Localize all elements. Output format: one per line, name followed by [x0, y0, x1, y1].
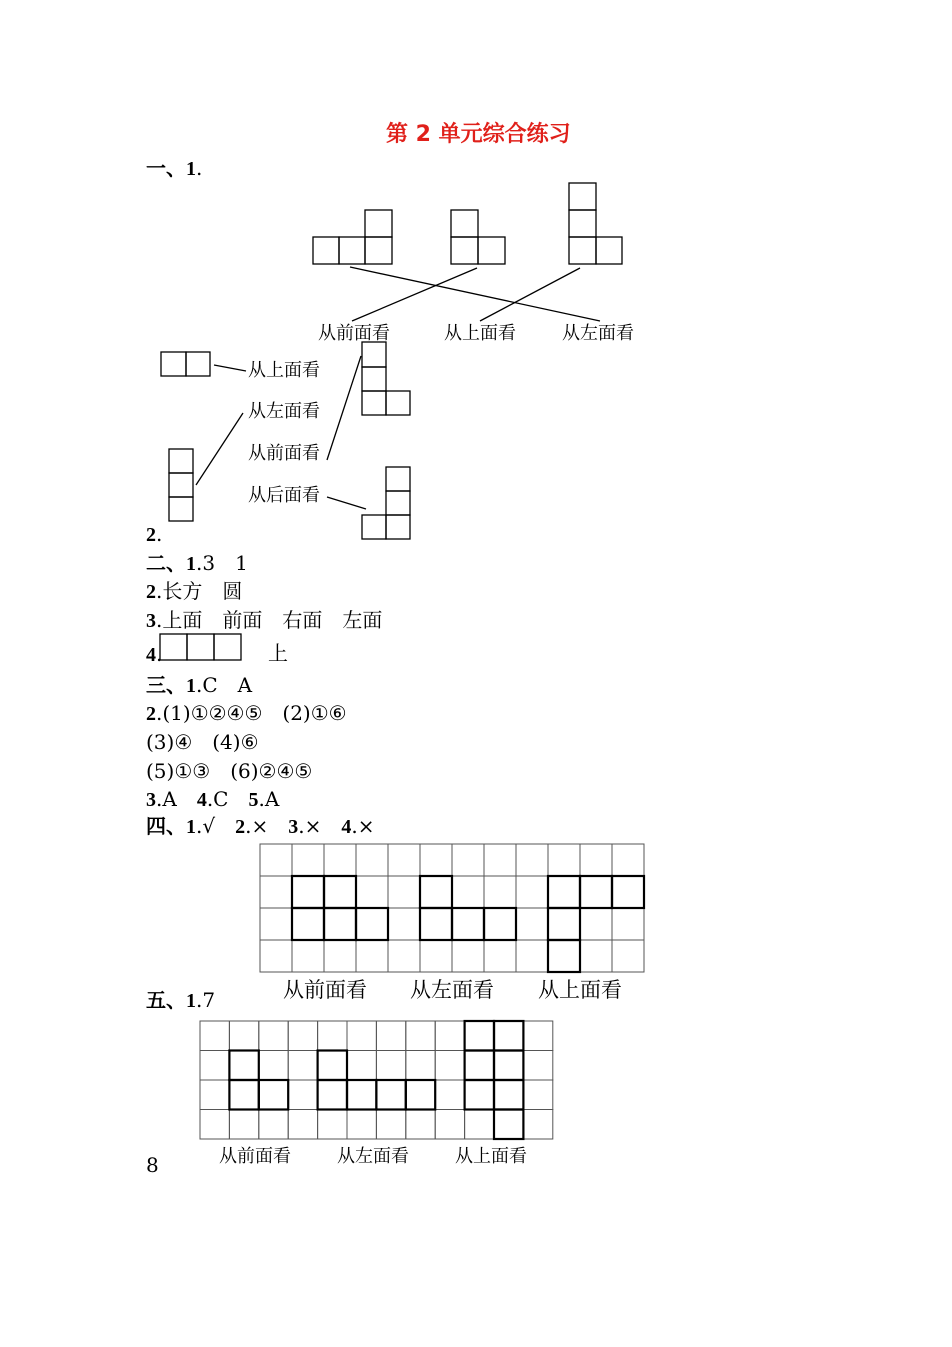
shape-vertical-column	[169, 449, 193, 521]
grid-cell	[292, 908, 324, 940]
grid-cell	[494, 1080, 523, 1110]
s2-l1-text: .3 1	[196, 551, 248, 575]
grid-cell	[288, 1021, 317, 1051]
grid4-label: 从前面看	[283, 978, 367, 1002]
grid-cell	[452, 908, 484, 940]
s3-l5b-num: 4	[196, 789, 207, 811]
grid-cell	[523, 1021, 552, 1051]
s4-d-num: 4	[341, 816, 352, 838]
grid-cell	[292, 876, 324, 908]
grid-cell	[465, 1110, 494, 1140]
grid-cell-highlighted	[494, 1080, 523, 1110]
s2-l2-text: .长方 圆	[156, 579, 243, 603]
grid-cell	[452, 844, 484, 876]
grid-cell-highlighted	[612, 876, 644, 908]
grid-cell	[548, 844, 580, 876]
grid-cell	[420, 876, 452, 908]
label-view: 从上面看	[444, 323, 516, 344]
grid-cell	[516, 940, 548, 972]
grid-cell	[288, 1051, 317, 1081]
s5-num: 五、1	[146, 990, 196, 1012]
grid-cell	[548, 940, 580, 972]
grid-cell	[318, 1021, 347, 1051]
shape-L-reversed	[362, 467, 410, 539]
shape-front-view	[313, 210, 392, 264]
grid-cell	[435, 1021, 464, 1051]
label-view: 从左面看	[562, 323, 634, 344]
grid5-label: 从左面看	[337, 1146, 409, 1167]
grid-cell	[347, 1021, 376, 1051]
grid-cell-highlighted	[548, 908, 580, 940]
shape-top-view	[451, 210, 505, 264]
grid-cell-highlighted	[465, 1080, 494, 1110]
grid-cell	[229, 1051, 258, 1081]
s2-l2-num: 2	[146, 581, 156, 603]
grid-cell	[356, 940, 388, 972]
s2-line2	[146, 581, 242, 602]
grid-cell	[318, 1110, 347, 1140]
grid-cell	[612, 844, 644, 876]
grid-cell	[388, 844, 420, 876]
grid-cell-highlighted	[484, 908, 516, 940]
grid-cell	[388, 908, 420, 940]
grid-cell-highlighted	[324, 908, 356, 940]
grid-cell	[200, 1051, 229, 1081]
q2-tail: .	[156, 522, 163, 546]
match-line	[196, 413, 243, 485]
grid-cell	[318, 1051, 347, 1081]
match-line	[214, 365, 246, 371]
s3-l5a-num: 3	[146, 789, 156, 811]
grid-cell	[435, 1051, 464, 1081]
grid-cell	[347, 1080, 376, 1110]
grid-cell	[229, 1080, 258, 1110]
s3-l5c-num: 5	[248, 789, 259, 811]
grid-cell	[406, 1080, 435, 1110]
grid-cell	[376, 1110, 405, 1140]
grid-cell	[523, 1110, 552, 1140]
grid-cell	[260, 844, 292, 876]
s4-c-num: 3	[288, 816, 299, 838]
grid-cell	[452, 876, 484, 908]
grid-cell	[229, 1110, 258, 1140]
s2-l3-text: .上面 前面 右面 左面	[156, 608, 383, 632]
grid-cell-highlighted	[406, 1080, 435, 1110]
grid-cell-highlighted	[494, 1110, 523, 1140]
grid-cell-highlighted	[494, 1051, 523, 1081]
answer-boxes-three	[160, 634, 241, 660]
grid4-label: 从左面看	[410, 978, 494, 1002]
s2-line1	[146, 553, 248, 574]
grid-cell	[523, 1080, 552, 1110]
grid-cell-highlighted	[465, 1021, 494, 1051]
grid-cell	[420, 908, 452, 940]
grid-cell	[324, 940, 356, 972]
q1-tail: .	[196, 156, 203, 180]
grid-cell	[260, 940, 292, 972]
grid-cell	[580, 940, 612, 972]
grid-cell	[580, 876, 612, 908]
grid-cell-highlighted	[356, 908, 388, 940]
grid4-label: 从上面看	[538, 978, 622, 1002]
grid-cell-highlighted	[548, 876, 580, 908]
q2-heading	[146, 524, 162, 545]
s2-l4-after: 上	[268, 641, 288, 665]
s3-l2-text: .(1)①②④⑤ (2)①⑥	[156, 701, 347, 725]
label-view: 从左面看	[248, 401, 320, 422]
s3-line3: (3)④ (4)⑥	[146, 730, 259, 754]
grid-cell	[465, 1021, 494, 1051]
grid-cell	[260, 908, 292, 940]
shape-horizontal-pair	[161, 352, 210, 376]
match-line	[327, 497, 366, 509]
grid-cell	[612, 876, 644, 908]
grid-cell	[356, 844, 388, 876]
s3-line2	[146, 703, 347, 724]
grid-cell	[484, 940, 516, 972]
grid-cell	[484, 876, 516, 908]
grid-cell	[259, 1080, 288, 1110]
match-line	[350, 267, 600, 321]
grid-cell	[356, 908, 388, 940]
grid-cell	[388, 876, 420, 908]
grid-cell	[548, 908, 580, 940]
grid-cell	[388, 940, 420, 972]
page-number: 8	[146, 1153, 159, 1177]
grid-cell	[347, 1051, 376, 1081]
s3-l5a: .A	[156, 787, 177, 811]
q2-number: 2	[146, 524, 156, 546]
grid-cell	[200, 1110, 229, 1140]
grid-cell	[494, 1110, 523, 1140]
grid-cell	[465, 1051, 494, 1081]
grid-cell	[484, 844, 516, 876]
grid-cell	[406, 1021, 435, 1051]
s4-d: .×	[351, 814, 375, 838]
s3-l5b: .C	[206, 787, 229, 811]
s4-a: .√	[196, 814, 216, 838]
s4-line1	[146, 816, 374, 837]
shape-left-view	[569, 183, 622, 264]
grid-cell	[580, 908, 612, 940]
grid-cell	[406, 1051, 435, 1081]
grid-cell	[420, 844, 452, 876]
grid-cell	[292, 940, 324, 972]
grid-cell	[288, 1110, 317, 1140]
grid5-label: 从前面看	[219, 1146, 291, 1167]
grid-cell-highlighted	[465, 1051, 494, 1081]
grid-cell-highlighted	[376, 1080, 405, 1110]
s3-line4: (5)①③ (6)②④⑤	[146, 759, 313, 783]
grid-cell-highlighted	[229, 1080, 258, 1110]
grid-cell-highlighted	[420, 876, 452, 908]
match-line	[327, 356, 361, 460]
grid-cell	[260, 876, 292, 908]
grid-cell-highlighted	[494, 1021, 523, 1051]
grid-cell	[259, 1110, 288, 1140]
grid-cell	[452, 940, 484, 972]
s3-line5	[146, 789, 279, 810]
grid-cell	[324, 908, 356, 940]
grid-cell	[548, 876, 580, 908]
s4-b-num: 2	[235, 816, 246, 838]
grid-cell	[612, 908, 644, 940]
grid-cell	[200, 1080, 229, 1110]
grid-cell	[259, 1051, 288, 1081]
grid-cell	[376, 1021, 405, 1051]
s2-line4	[146, 644, 162, 665]
grid5-label: 从上面看	[455, 1146, 527, 1167]
label-view: 从前面看	[248, 443, 320, 464]
s2-l4-dot: .	[156, 642, 163, 666]
s3-l1-text: .C A	[196, 673, 253, 697]
grid-cell	[580, 844, 612, 876]
grid-cell	[200, 1021, 229, 1051]
q1-number: 一、1	[146, 158, 196, 180]
grid-cell	[324, 844, 356, 876]
grid-cell	[292, 844, 324, 876]
grid-cell	[435, 1080, 464, 1110]
s5-line1	[146, 990, 215, 1011]
grid-cell-highlighted	[318, 1051, 347, 1081]
grid-cell-highlighted	[259, 1080, 288, 1110]
grid-cell	[435, 1110, 464, 1140]
grid-cell	[288, 1080, 317, 1110]
grid-section4	[260, 844, 644, 972]
grid-cell	[516, 844, 548, 876]
grid-cell	[376, 1051, 405, 1081]
grid-cell-highlighted	[324, 876, 356, 908]
grid-cell-highlighted	[548, 940, 580, 972]
s3-l2-num: 2	[146, 703, 156, 725]
s3-l5c: .A	[258, 787, 280, 811]
grid-section5	[200, 1021, 553, 1139]
shape-L-upright	[362, 342, 410, 415]
s4-a-num: 四、1	[146, 816, 196, 838]
grid-cell	[484, 908, 516, 940]
grid-cell	[347, 1110, 376, 1140]
s3-l1-num: 三、1	[146, 675, 196, 697]
grid-cell-highlighted	[347, 1080, 376, 1110]
match-line	[352, 268, 477, 321]
grid-cell	[523, 1051, 552, 1081]
grid-cell-highlighted	[318, 1080, 347, 1110]
s4-c: .×	[298, 814, 322, 838]
s2-line3	[146, 610, 382, 631]
s3-line1	[146, 675, 252, 696]
s2-l1-num: 二、1	[146, 553, 196, 575]
grid-cell-highlighted	[229, 1051, 258, 1081]
grid-cell	[376, 1080, 405, 1110]
grid-cell-highlighted	[580, 876, 612, 908]
s4-b: .×	[245, 814, 269, 838]
s2-l4-num: 4	[146, 644, 156, 666]
grid-cell	[494, 1051, 523, 1081]
label-view: 从后面看	[248, 485, 320, 506]
grid-cell-highlighted	[292, 876, 324, 908]
grid-cell	[229, 1021, 258, 1051]
label-view: 从上面看	[248, 360, 320, 381]
grid-cell	[494, 1021, 523, 1051]
grid-cell	[465, 1080, 494, 1110]
grid-cell	[420, 940, 452, 972]
page-title: 第 2 单元综合练习	[386, 122, 571, 147]
grid-cell-highlighted	[292, 908, 324, 940]
grid-cell	[516, 908, 548, 940]
s2-l3-num: 3	[146, 610, 156, 632]
grid-cell	[406, 1110, 435, 1140]
grid-cell	[356, 876, 388, 908]
label-view: 从前面看	[318, 323, 390, 344]
grid-cell-highlighted	[452, 908, 484, 940]
grid-cell	[324, 876, 356, 908]
grid-cell	[612, 940, 644, 972]
grid-cell	[259, 1021, 288, 1051]
s5-text: .7	[196, 988, 216, 1012]
grid-cell	[318, 1080, 347, 1110]
grid-cell-highlighted	[420, 908, 452, 940]
grid-cell	[516, 876, 548, 908]
